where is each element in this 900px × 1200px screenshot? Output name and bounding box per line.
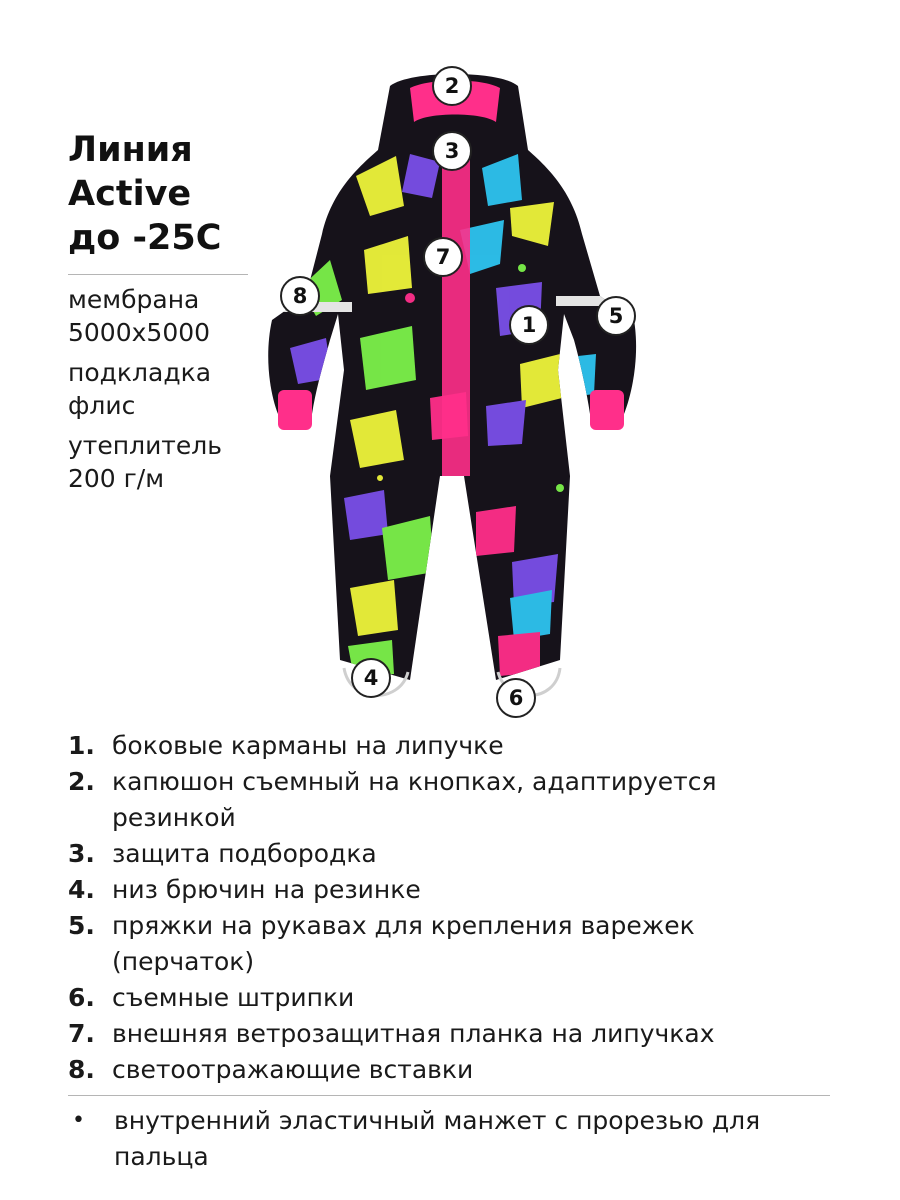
spec-label: мембрана — [68, 285, 200, 314]
list-item — [68, 1016, 838, 1052]
feature-list — [68, 728, 838, 1088]
title-line-2: Active — [68, 174, 192, 214]
list-item — [68, 872, 838, 908]
list-item — [68, 980, 838, 1016]
callout-badge-3: 3 — [432, 131, 472, 171]
item-text: съемные штрипки — [112, 983, 355, 1012]
product-title — [68, 128, 250, 260]
callout-badge-7: 7 — [423, 237, 463, 277]
list-item — [68, 908, 838, 980]
bullet-icon: • — [72, 1108, 85, 1133]
spec-label: утеплитель — [68, 431, 222, 460]
item-number: 1. — [68, 731, 95, 760]
spec-label: подкладка — [68, 358, 212, 387]
item-text: внешняя ветрозащитная планка на липучках — [112, 1019, 715, 1048]
item-number: 7. — [68, 1019, 95, 1048]
list-divider — [68, 1095, 830, 1096]
extra-note — [72, 1103, 842, 1175]
product-image — [260, 58, 650, 723]
list-item — [68, 728, 838, 764]
item-number: 4. — [68, 875, 95, 904]
product-summary — [68, 128, 250, 502]
callout-badge-5: 5 — [596, 296, 636, 336]
item-number: 6. — [68, 983, 95, 1012]
title-line-3: до -25С — [68, 218, 222, 258]
item-text: боковые карманы на липучке — [112, 731, 504, 760]
spec-lining — [68, 356, 250, 422]
callout-badge-8: 8 — [280, 276, 320, 316]
callout-badge-4: 4 — [351, 658, 391, 698]
item-number: 8. — [68, 1055, 95, 1084]
spec-value: 200 г/м — [68, 464, 165, 493]
spec-insulation — [68, 429, 250, 495]
item-text: пряжки на рукавах для крепления варежек (перчаток) — [112, 911, 695, 976]
list-item — [68, 764, 838, 836]
item-text: защита подбородка — [112, 839, 377, 868]
note-text: внутренний эластичный манжет с прорезью для пальца — [114, 1106, 761, 1171]
item-number: 3. — [68, 839, 95, 868]
list-item — [68, 1052, 838, 1088]
item-number: 2. — [68, 767, 95, 796]
callout-badge-6: 6 — [496, 678, 536, 718]
item-number: 5. — [68, 911, 95, 940]
spec-value: 5000х5000 — [68, 318, 211, 347]
callout-badge-2: 2 — [432, 66, 472, 106]
spec-membrane — [68, 283, 250, 349]
spec-value: флис — [68, 391, 136, 420]
title-line-1: Линия — [68, 130, 193, 170]
item-text: низ брючин на резинке — [112, 875, 421, 904]
item-text: светоотражающие вставки — [112, 1055, 474, 1084]
callout-badge-1: 1 — [509, 305, 549, 345]
list-item — [68, 836, 838, 872]
summary-divider — [68, 274, 248, 275]
item-text: капюшон съемный на кнопках, адаптируется резинкой — [112, 767, 717, 832]
